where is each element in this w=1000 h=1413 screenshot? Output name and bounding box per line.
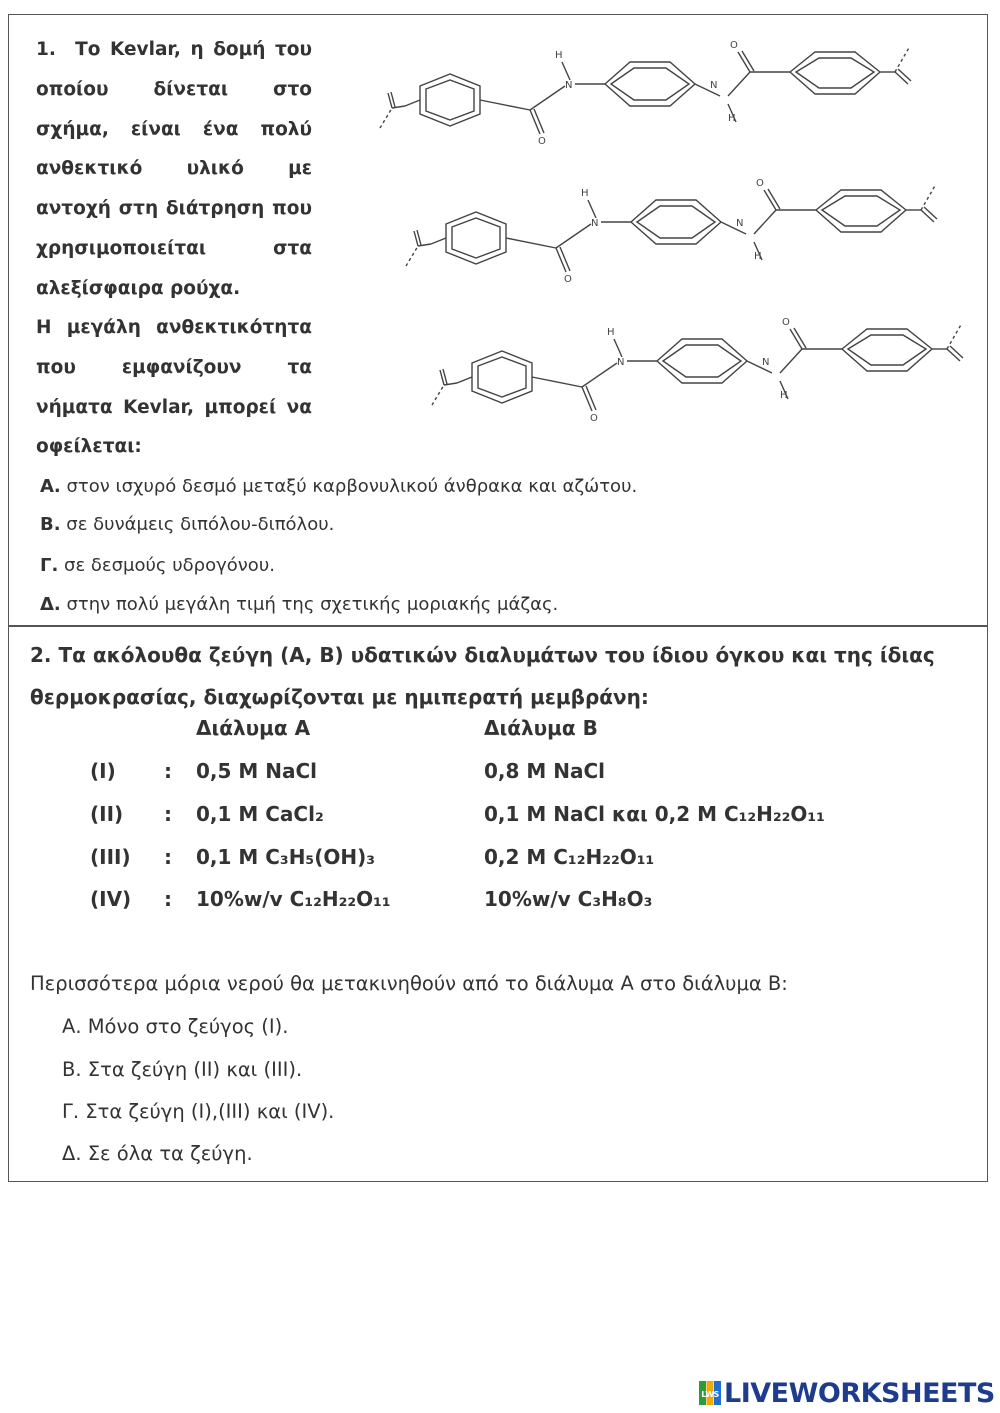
solution-a-value: 10%w/v C₁₂H₂₂O₁₁ — [196, 887, 391, 911]
atom-n: N — [565, 80, 573, 91]
atom-o: O — [756, 178, 764, 189]
atom-o: O — [564, 274, 572, 285]
logo-mark-letters: LWS — [701, 1390, 719, 1399]
q1-option-c[interactable]: Γ. σε δεσμούς υδρογόνου. — [40, 555, 275, 576]
question-2-prompt: Περισσότερα μόρια νερού θα μετακινηθούν από το διάλυμα Α στο διάλυμα Β: — [30, 972, 788, 995]
q1-line: Το Kevlar, η δομή του — [75, 39, 312, 60]
solution-b-value: 0,2 M C₁₂H₂₂O₁₁ — [484, 845, 655, 869]
row-colon: : — [164, 759, 172, 783]
q1-line: ανθεκτικό υλικό με — [36, 158, 312, 180]
question-1-intro — [36, 30, 312, 309]
question-number: 1. — [36, 39, 56, 60]
q1-option-d[interactable]: Δ. στην πολύ μεγάλη τιμή της σχετικής μοριακής μάζας. — [40, 594, 559, 615]
row-colon: : — [164, 887, 172, 911]
row-colon: : — [164, 802, 172, 826]
solution-b-value: 10%w/v C₃H₈O₃ — [484, 887, 653, 911]
header-solution-a: Διάλυμα Α — [196, 716, 311, 740]
atom-h: H — [754, 251, 762, 262]
q2-option-a[interactable]: Α. Μόνο στο ζεύγος (Ι). — [62, 1015, 289, 1038]
atom-o: O — [730, 40, 738, 51]
q1-line: αλεξίσφαιρα ρούχα. — [36, 277, 241, 299]
question-1-stem — [36, 308, 312, 467]
atom-h: H — [555, 50, 563, 61]
atom-o: O — [538, 136, 546, 147]
row-label: (ΙΙ) — [90, 802, 124, 826]
q2-option-b[interactable]: Β. Στα ζεύγη (ΙΙ) και (ΙΙΙ). — [62, 1058, 303, 1081]
q1-line: χρησιμοποιείται στα — [36, 237, 312, 259]
solution-a-value: 0,1 M C₃H₅(OH)₃ — [196, 845, 375, 869]
kevlar-structure — [370, 28, 980, 458]
row-label: (IV) — [90, 887, 132, 911]
row-colon: : — [164, 845, 172, 869]
logo-text: LIVEWORKSHEETS — [724, 1378, 995, 1409]
solution-a-value: 0,5 M NaCl — [196, 759, 318, 783]
atom-h: H — [581, 188, 589, 199]
atom-n: N — [617, 357, 625, 368]
atom-n: N — [762, 357, 770, 368]
row-label: (Ι) — [90, 759, 116, 783]
q1-line: που εμφανίζουν τα — [36, 356, 312, 378]
liveworksheets-logo[interactable] — [699, 1378, 995, 1409]
atom-h: H — [607, 327, 615, 338]
atom-h: H — [780, 390, 788, 401]
solution-b-value: 0,8 M NaCl — [484, 759, 606, 783]
q1-option-a[interactable]: Α. στον ισχυρό δεσμό μεταξύ καρβονυλικού άνθρακα και αζώτου. — [40, 476, 638, 497]
atom-n: N — [710, 80, 718, 91]
atom-n: N — [591, 218, 599, 229]
q1-line: νήματα Kevlar, μπορεί να — [36, 396, 312, 418]
liveworksheets-mark-icon — [699, 1381, 721, 1405]
header-solution-b: Διάλυμα Β — [484, 716, 598, 740]
atom-o: O — [590, 413, 598, 424]
row-label: (ΙΙΙ) — [90, 845, 131, 869]
q1-line: οφείλεται: — [36, 436, 142, 458]
solution-a-value: 0,1 M CaCl₂ — [196, 802, 324, 826]
q1-line: αντοχή στη διάτρηση που — [36, 198, 312, 220]
q2-option-c[interactable]: Γ. Στα ζεύγη (Ι),(ΙΙΙ) και (ΙV). — [62, 1100, 335, 1123]
atom-h: H — [728, 113, 736, 124]
solution-b-value: 0,1 M NaCl και 0,2 M C₁₂H₂₂O₁₁ — [484, 802, 825, 826]
q2-option-d[interactable]: Δ. Σε όλα τα ζεύγη. — [62, 1142, 253, 1165]
q1-line: Η μεγάλη ανθεκτικότητα — [36, 317, 312, 338]
question-2-title: 2. Τα ακόλουθα ζεύγη (Α, Β) υδατικών διαλυμάτων του ίδιου όγκου και της ίδιας θερμοκρασίας, διαχωρίζονται με ημιπερατή μεμβράνη: — [30, 643, 935, 709]
atom-o: O — [782, 317, 790, 328]
q1-line: οποίου δίνεται στο — [36, 78, 312, 100]
q1-option-b[interactable]: Β. σε δυνάμεις διπόλου-διπόλου. — [40, 514, 335, 535]
q1-line: σχήμα, είναι ένα πολύ — [36, 118, 312, 140]
atom-n: N — [736, 218, 744, 229]
